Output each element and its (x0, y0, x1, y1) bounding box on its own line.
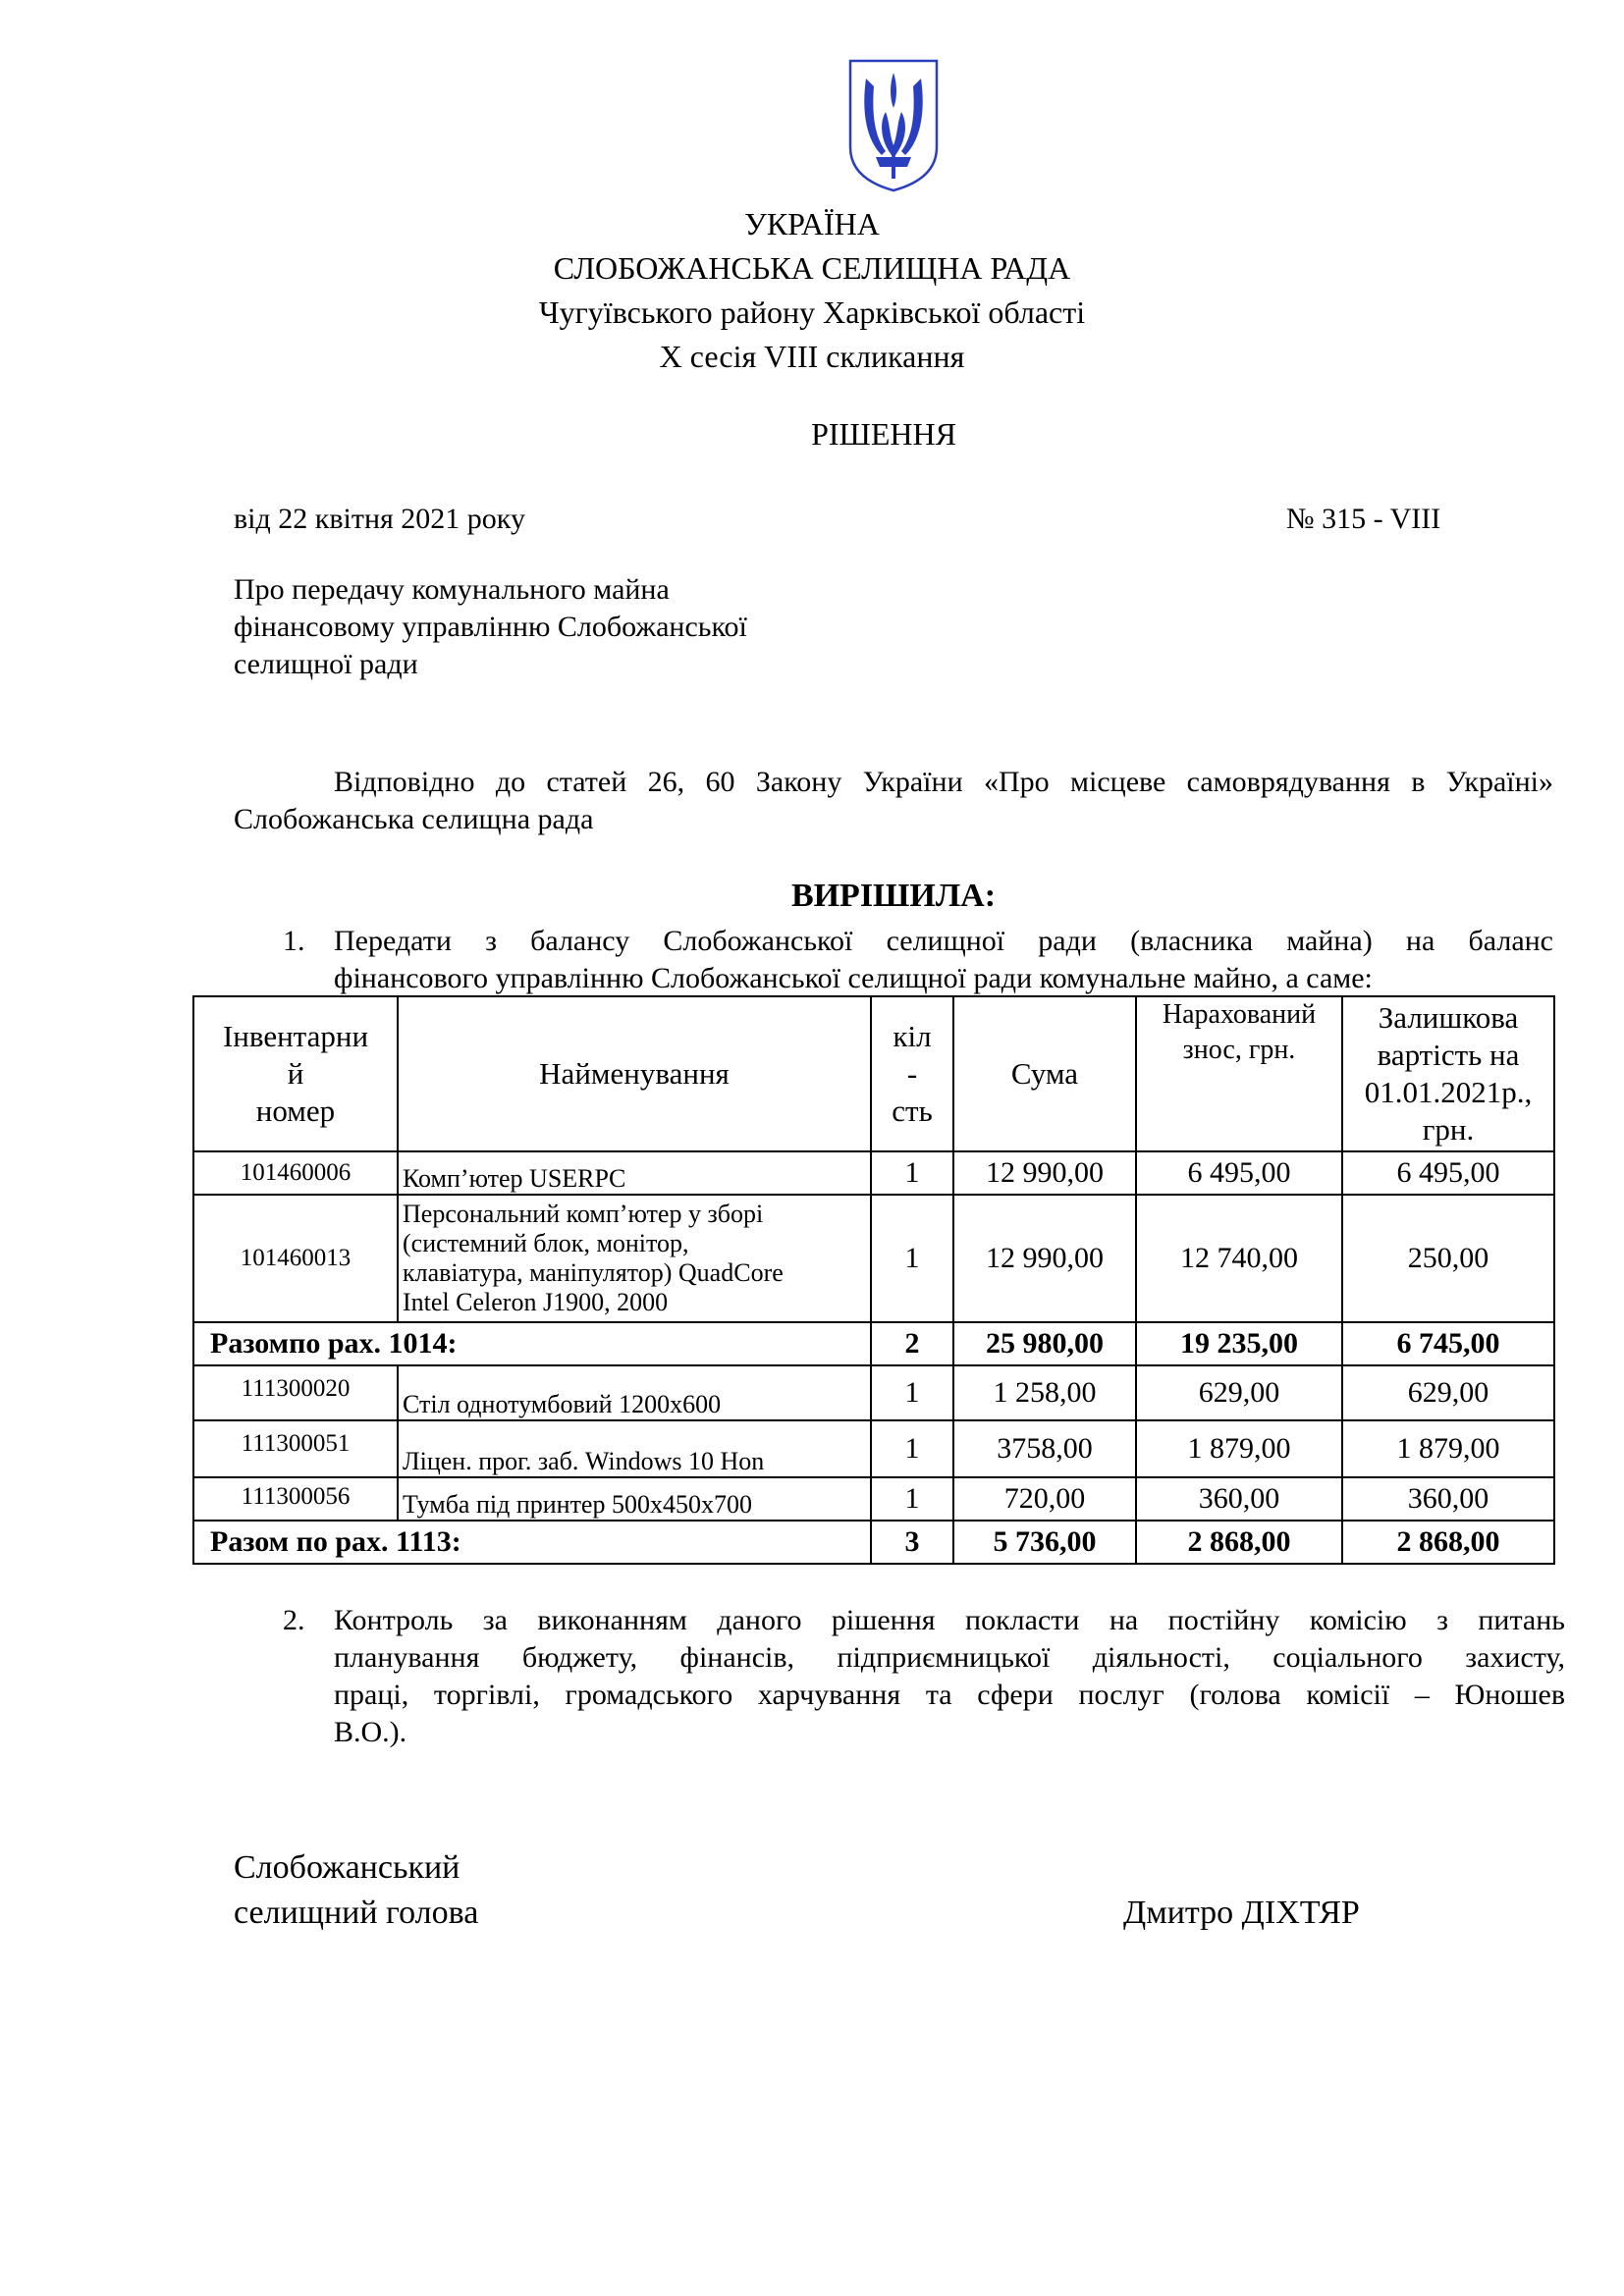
cell-sum: 1 258,00 (953, 1365, 1136, 1420)
cell-inv: 101460006 (193, 1151, 398, 1195)
cell-inv: 101460013 (193, 1195, 398, 1322)
cell-name: Комп’ютер USERPC (398, 1151, 871, 1195)
item-2-line-3: праці, торгівлі, громадського харчування та сфери послуг (голова комісії – Юношев (334, 1679, 1565, 1711)
total-label: Разом по рах. 1113: (193, 1521, 871, 1564)
cell-resid: 6 495,00 (1342, 1151, 1554, 1195)
table-row (193, 1420, 1554, 1477)
coat-of-arms-icon (846, 57, 941, 194)
header-resid-part-4: грн. (1422, 1112, 1475, 1147)
cell-sum: 720,00 (953, 1477, 1136, 1521)
cell-depr: 360,00 (1136, 1477, 1342, 1521)
total-label: Разомпо рах. 1014: (193, 1322, 871, 1365)
cell-inv: 111300056 (193, 1477, 398, 1521)
subject-line-2: фінансовому управлінню Слобожанської (234, 611, 747, 643)
item-2-number: 2. (283, 1604, 305, 1636)
cell-qty: 1 (871, 1365, 953, 1420)
signature-title-1: Слобожанський (234, 1849, 460, 1886)
cell-qty: 1 (871, 1195, 953, 1322)
subject-line-3: селищної ради (234, 648, 418, 680)
header-session: X сесія VIII скликання (659, 339, 965, 374)
subject-line-1: Про передачу комунального майна (234, 573, 670, 606)
property-table (192, 995, 1555, 1565)
header-inv-part-1: Інвентарни (222, 1019, 369, 1053)
header-resid-part-3: 01.01.2021р., (1364, 1075, 1533, 1109)
cell-name-line-3: клавіатура, маніпулятор) QuadCore (403, 1258, 784, 1287)
header-council: СЛОБОЖАНСЬКА СЕЛИЩНА РАДА (553, 250, 1071, 286)
table-total-row (193, 1322, 1554, 1365)
total-depr: 19 235,00 (1136, 1322, 1342, 1365)
decision-number: № 315 - VIII (1286, 503, 1441, 535)
cell-name: Тумба під принтер 500х450х700 (398, 1477, 871, 1521)
cell-name-line-2: (системний блок, монітор, (403, 1229, 689, 1257)
table-header-row (193, 996, 1554, 1151)
cell-sum: 3758,00 (953, 1420, 1136, 1477)
header-depr-part-2: знос, грн. (1182, 1035, 1296, 1065)
signature-title-2: селищний голова (234, 1895, 479, 1931)
total-resid: 2 868,00 (1342, 1521, 1554, 1564)
table-row (193, 1195, 1554, 1322)
preamble-line-1: Відповідно до статей 26, 60 Закону України «Про місцеве самоврядування в Україні» (334, 766, 1553, 798)
header-sum: Сума (953, 996, 1136, 1151)
header-inv-part-2: й (287, 1056, 304, 1091)
table-row (193, 1477, 1554, 1521)
header-district: Чугуївського району Харківської області (538, 294, 1086, 330)
decision-date: від 22 квітня 2021 року (234, 503, 525, 535)
total-sum: 5 736,00 (953, 1521, 1136, 1564)
header-inventory-number (193, 996, 398, 1151)
header-depr-part-1: Нарахований (1162, 999, 1317, 1030)
header-country: УКРАЇНА (744, 206, 880, 241)
cell-name (398, 1195, 871, 1322)
cell-name-line-4: Intel Celeron J1900, 2000 (403, 1288, 669, 1316)
cell-resid: 360,00 (1342, 1477, 1554, 1521)
table-total-row (193, 1521, 1554, 1564)
cell-qty: 1 (871, 1420, 953, 1477)
total-sum: 25 980,00 (953, 1322, 1136, 1365)
item-2-line-1: Контроль за виконанням даного рішення покласти на постійну комісію з питань (334, 1604, 1565, 1636)
total-resid: 6 745,00 (1342, 1322, 1554, 1365)
signature-name: Дмитро ДІХТЯР (1123, 1895, 1360, 1931)
cell-resid: 629,00 (1342, 1365, 1554, 1420)
cell-inv: 111300051 (193, 1420, 398, 1477)
cell-depr: 1 879,00 (1136, 1420, 1342, 1477)
table-row (193, 1365, 1554, 1420)
cell-name: Стіл однотумбовий 1200х600 (398, 1365, 871, 1420)
item-2-line-2: планування бюджету, фінансів, підприємницької діяльності, соціального захисту, (334, 1641, 1565, 1674)
header-qty-part-3: сть (892, 1094, 933, 1128)
header-qty-part-1: кіл (893, 1019, 932, 1053)
total-qty: 3 (871, 1521, 953, 1564)
cell-sum: 12 990,00 (953, 1151, 1136, 1195)
header-residual-value (1342, 996, 1554, 1151)
cell-sum: 12 990,00 (953, 1195, 1136, 1322)
decided-heading: ВИРІШИЛА: (790, 878, 997, 914)
header-resid-part-1: Залишкова (1378, 1000, 1519, 1035)
header-depreciation (1136, 996, 1342, 1151)
cell-qty: 1 (871, 1151, 953, 1195)
item-1-line-2: фінансового управлінню Слобожанської селищної ради комунальне майно, а саме: (334, 962, 1373, 994)
cell-inv: 111300020 (193, 1365, 398, 1420)
cell-depr: 6 495,00 (1136, 1151, 1342, 1195)
header-inv-part-3: номер (255, 1094, 336, 1128)
cell-qty: 1 (871, 1477, 953, 1521)
preamble-line-2: Слобожанська селищна рада (234, 803, 594, 835)
total-depr: 2 868,00 (1136, 1521, 1342, 1564)
total-qty: 2 (871, 1322, 953, 1365)
item-1-number: 1. (283, 925, 305, 957)
header-resid-part-2: вартість на (1377, 1038, 1520, 1072)
cell-resid: 1 879,00 (1342, 1420, 1554, 1477)
header-quantity (871, 996, 953, 1151)
cell-name-line-1: Персональний комп’ютер у зборі (403, 1200, 764, 1228)
doc-type: РІШЕННЯ (811, 416, 956, 452)
item-1-line-1: Передати з балансу Слобожанської селищної ради (власника майна) на баланс (334, 925, 1553, 957)
cell-depr: 12 740,00 (1136, 1195, 1342, 1322)
item-2-line-4: В.О.). (334, 1716, 407, 1748)
cell-name: Ліцен. прог. заб. Windows 10 Hon (398, 1420, 871, 1477)
cell-depr: 629,00 (1136, 1365, 1342, 1420)
header-qty-part-2: - (906, 1056, 918, 1091)
cell-resid: 250,00 (1342, 1195, 1554, 1322)
header-name: Найменування (398, 996, 871, 1151)
table-row (193, 1151, 1554, 1195)
